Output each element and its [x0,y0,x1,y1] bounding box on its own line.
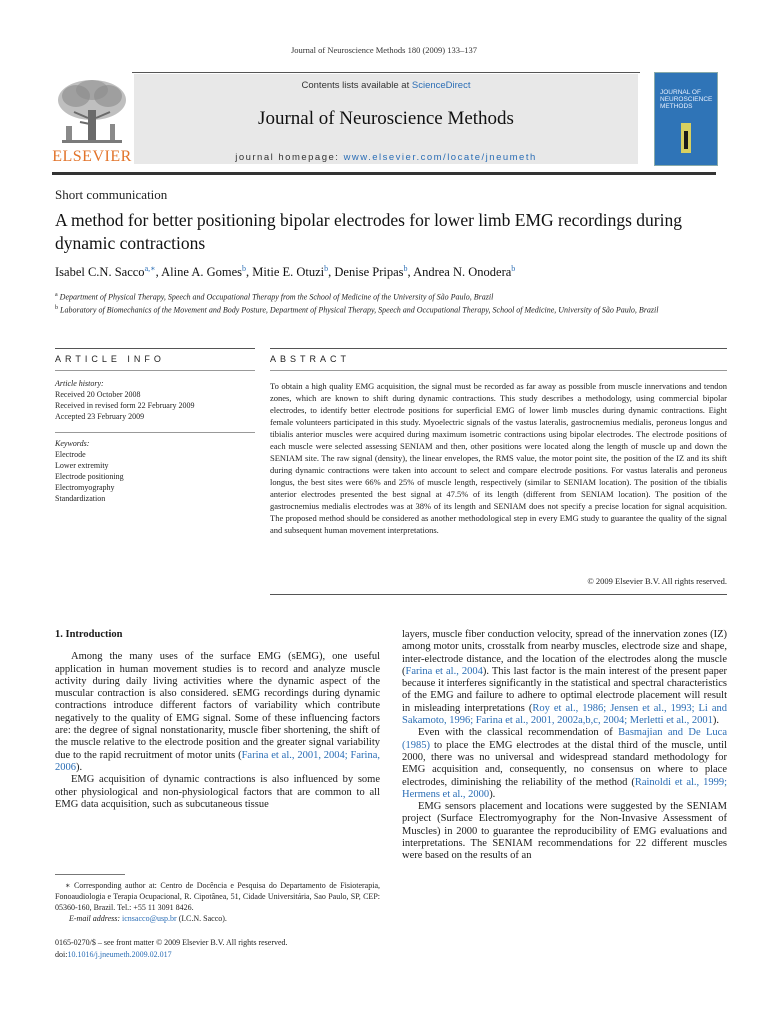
abstract-divider [270,348,727,349]
cover-title: JOURNAL OF NEUROSCIENCE METHODS [660,89,713,110]
publisher-name: ELSEVIER [52,148,132,165]
received-date: Received 20 October 2008 [55,390,141,399]
author[interactable]: Andrea N. Onodera [413,265,512,280]
journal-cover-thumbnail[interactable] [654,72,718,166]
paragraph: layers, muscle fiber conduction velocity, spread of the innervation zones (IZ) among motor units, crosstalk from nearby muscles, electrode size and shape, inter-electrode distance, and the location of the electrodes along the muscle (Farina et al., 2004). This last factor is the main interest of the present paper because it interferes significantly in the statistical and spectral characteristics of the EMG and failure to adhere to optimal electrode placement will result in misleading interpretations (Roy et al., 1986; Jensen et al., 1993; Li and Sakamoto, 1996; Farina et al., 2001, 2002a,b,c, 2004; Merletti et al., 2001). [402,629,728,727]
keyword: Standardization [55,494,106,503]
paragraph: Among the many uses of the surface EMG (sEMG), one useful application in human movement studies is to record and analyze muscle activity during daily living activities where the dynamic aspect of the muscular contraction is also considered. sEMG recordings during dynamic contractions introduce different factors of variability which contribute negatively to the quality of EMG signal. Some of these influencing factors are: the degree of signal nonstationarity, muscle fiber shortening, the shift of the muscle relative to the electrode position and the greater signal variability due to the rapid recruitment of motor units (Farina et al., 2001, 2004; Farina, 2006). [55,651,380,773]
citation-link[interactable]: Rainoldi et al., 1999; Hermens et al., 2000 [402,776,727,800]
keyword: Lower extremity [55,461,109,470]
affiliation-b: Laboratory of Biomechanics of the Movement and Body Posture, Department of Physical Therapy, Speech and Occupational Therapy, School of Medicine, University of São Paulo, Brazil [60,305,659,315]
abstract-text: To obtain a high quality EMG acquisition, the signal must be recorded as far away as possible from muscle innervations and tendon zones, which are known to shift during dynamic contractions. This study describes a methodology, using commercial bipolar electrodes, to identify better electrode positions for superficial EMG of lower limb muscles during dynamic contractions. Eight female volunteers participated in this study. Myoelectric signals of the vastus lateralis, gastrocnemius medialis, peroneus longus and tibialis anterior muscles were acquired during maximum isometric contractions using bipolar electrodes. The electrode positions of each muscle were selected assessing SENIAM and then, other positions were located along the length of muscle up and down the SENIAM site. The raw signal (density), the linear envelopes, the RMS value, the motor point site, the position of the IZ and its shift during dynamic contractions were taken into account to select and compare electrode positions. For vastus lateralis and peroneus longus, the best sites were 66% and 25% of muscle length, respectively (similar to SENIAM location). The position of the tibialis anterior electrodes presented the best signal at 47.5% of its length (different from SENIAM location). The position of the gastrocnemius medialis electrodes was at 38% of its length and SENIAM does not specify a precise location for signal acquisition. The proposed method should be considered as another methodological step in every EMG study to guarantee the quality of the signal and subsequent human movement interpretations. [270,381,727,535]
accepted-date: Accepted 23 February 2009 [55,412,145,421]
article-title: A method for better positioning bipolar electrodes for lower limb EMG recordings during dynamic contractions [55,210,682,253]
journal-title: Journal of Neuroscience Methods [258,108,514,129]
copyright: © 2009 Elsevier B.V. All rights reserved. [587,576,727,586]
author-marker[interactable]: a,∗ [144,264,156,273]
issn-line: 0165-0270/$ – see front matter © 2009 Elsevier B.V. All rights reserved. doi:10.1016/j.jneumeth.2009.02.017 [55,938,288,959]
email-link[interactable]: icnsacco@usp.br [122,914,177,923]
info-divider [55,348,255,349]
body-right-column [402,629,727,863]
revised-date: Received in revised form 22 February 2009 [55,401,195,410]
citation-link[interactable]: Roy et al., 1986; Jensen et al., 1993; Li and Sakamoto, 1996; Farina et al., 2001, 2002a,b,c, 2004; Merletti et al., 2001 [402,702,728,727]
author[interactable]: Aline A. Gomes [161,265,243,280]
author-marker[interactable]: b [403,264,408,273]
author[interactable]: Isabel C.N. Sacco [55,265,145,280]
paragraph: Even with the classical recommendation of Basmajian and De Luca (1985) to place the EMG electrodes at the distal third of the muscle, until 2000, there was no universal and widespread standard methodology for EMG acquisition and, consequently, no consensus on where to place electrodes, diminishing the reliability of the method (Rainoldi et al., 1999; Hermens et al., 2000). [402,727,727,800]
contents-line: Contents lists available at ScienceDirect [301,80,471,91]
section-heading-introduction: 1. Introduction [55,629,123,640]
header-divider [52,172,716,175]
article-info-heading: ARTICLE INFO [55,354,165,364]
corresponding-author-footnote: ∗ Corresponding author at: Centro de Docência e Pesquisa do Departamento de Fisioterapia, Fonoaudiologia e Terapia Ocupacional, R. Cipotânea, 51, Cidade Universitária, Sao Paulo, SP, CEP: 05360-160, Brazil. Tel.: +55 11 3091 8426. E-mail address: icnsacco@usp.br (I.C.N. Sacco). [55,881,381,923]
affiliation-a: Department of Physical Therapy, Speech and Occupational Therapy from the School of Medicine of the University of São Paulo, Brazil [59,292,494,302]
doi-link[interactable]: 10.1016/j.jneumeth.2009.02.017 [67,950,172,959]
keyword: Electrode [55,450,86,459]
affiliations: $^a$ Department of Physical Therapy, Speech and Occupational Therapy from the School of Medicine of the University of São Paulo, Brazil $^b$ Laboratory of Biomechanics of the Movement and Body Posture, Department of Physical Therapy, Speech and Occupational Therapy, School of Medicine, University of São Paulo, Brazil [55,292,659,315]
journal-masthead [52,72,640,168]
keyword: Electrode positioning [55,472,124,481]
author-list: Isabel C.N. Sacco$^{a,∗}$, Aline A. Gomes$^b$, Mitie E. Otuzi$^b$, Denise Pripas$^b$, Andrea N. Onodera$^b$ [55,264,516,280]
author[interactable]: Mitie E. Otuzi [252,265,325,280]
article-type: Short communication [55,187,168,202]
author-marker[interactable]: b [324,264,329,273]
author-marker[interactable]: b [511,264,516,273]
abstract-heading: ABSTRACT [270,354,351,364]
sciencedirect-link[interactable]: ScienceDirect [411,80,471,91]
article-history: Article history: Received 20 October 2008 Received in revised form 22 February 2009 Accepted 23 February 2009 Keywords: Electrode Lower extremity Electrode positioning Electromyography Standardization [55,378,255,504]
journal-homepage: journal homepage: www.elsevier.com/locate/jneumeth [235,152,537,163]
citation-link[interactable]: Farina et al., 2004 [405,665,483,677]
journal-reference: Journal of Neuroscience Methods 180 (2009) 133–137 [290,45,478,55]
footnote-divider [55,874,125,875]
homepage-link[interactable]: www.elsevier.com/locate/jneumeth [343,152,537,163]
citation-link[interactable]: Basmajian and De Luca (1985) [402,727,727,751]
author[interactable]: Denise Pripas [334,265,404,280]
paragraph: EMG acquisition of dynamic contractions is also influenced by some other physiological and non-physiological factors that are common to all EMG data acquisition, such as subcutaneous tissue [55,774,380,810]
body-left-column [55,629,380,811]
paragraph: EMG sensors placement and locations were suggested by the SENIAM project (Surface Electromyography for the Non-Invasive Assessment of Muscles) in 2000 to guarantee the reproducibility of EMG evaluations and interpretations. The SENIAM recommendations for 22 different muscles were based on the results of an [402,801,727,862]
author-marker[interactable]: b [242,264,247,273]
keyword: Electromyography [55,483,115,492]
citation-link[interactable]: Farina et al., 2001, 2004; Farina, 2006 [55,749,380,773]
